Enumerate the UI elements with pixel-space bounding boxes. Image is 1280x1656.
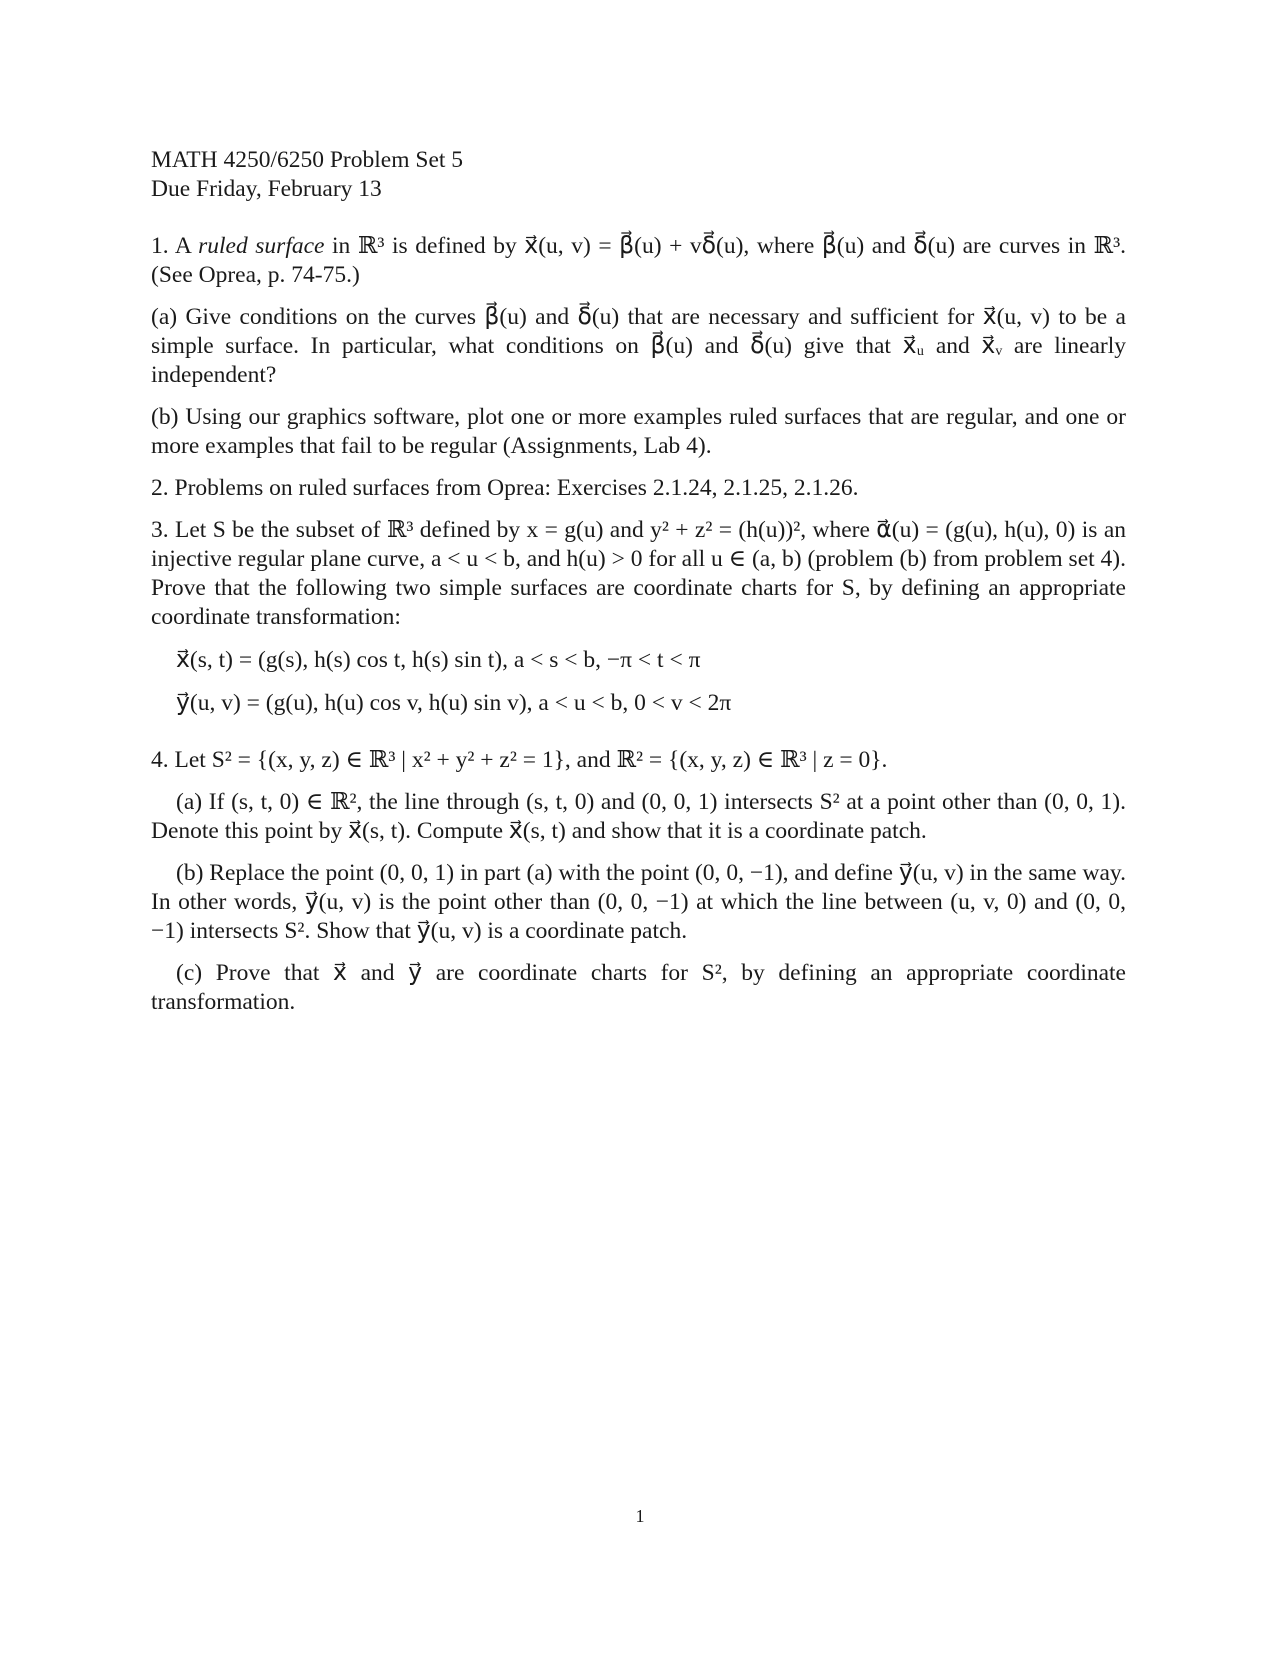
problem-1a: (a) Give conditions on the curves β⃗(u) and δ⃗(u) that are necessary and sufficient for x⃗(u, v) to be a simple surface. In particular, what conditions on β⃗(u) and δ⃗(u) give that x⃗ᵤ and x⃗ᵥ are linearly independent?: [151, 304, 1126, 388]
problem-3-equation-1: x⃗(s, t) = (g(s), h(s) cos t, h(s) sin t), a < s < b, −π < t < π: [176, 647, 701, 673]
ruled-surface-term: ruled surface: [198, 233, 325, 259]
problem-4c: (c) Prove that x⃗ and y⃗ are coordinate charts for S², by defining an appropriate coordinate transformation.: [151, 960, 1126, 1015]
problem-3: 3. Let S be the subset of ℝ³ defined by x = g(u) and y² + z² = (h(u))², where α⃗(u) = (g(u), h(u), 0) is an injective regular plane curve, a < u < b, and h(u) > 0 for all u ∈ (a, b) (problem (b) from problem set 4). Prove that the following two simple surfaces are coordinate charts for S, by defining an appropriate coordinate transformation:: [151, 517, 1126, 630]
page-number: 1: [635, 1506, 645, 1526]
problem-1-intro: [151, 232, 1126, 290]
problem-4-intro: 4. Let S² = {(x, y, z) ∈ ℝ³ | x² + y² + z² = 1}, and ℝ² = {(x, y, z) ∈ ℝ³ | z = 0}.: [151, 747, 888, 773]
document-title: MATH 4250/6250 Problem Set 5: [151, 147, 464, 173]
due-date: Due Friday, February 13: [151, 176, 382, 202]
problem-1-prefix: 1. A: [151, 233, 199, 259]
problem-4b: (b) Replace the point (0, 0, 1) in part (a) with the point (0, 0, −1), and define y⃗(u, v) in the same way. In other words, y⃗(u, v) is the point other than (0, 0, −1) at which the line between (u, v, 0) and (0, 0, −1) intersects S². Show that y⃗(u, v) is a coordinate patch.: [151, 860, 1126, 944]
problem-3-equation-2: y⃗(u, v) = (g(u), h(u) cos v, h(u) sin v), a < u < b, 0 < v < 2π: [176, 690, 732, 716]
problem-set-content: [151, 146, 1126, 1017]
problem-4a: (a) If (s, t, 0) ∈ ℝ², the line through (s, t, 0) and (0, 0, 1) intersects S² at a point other than (0, 0, 1). Denote this point by x⃗(s, t). Compute x⃗(s, t) and show that it is a coordinate patch.: [151, 789, 1126, 844]
problem-1-rest: in ℝ³ is defined by x⃗(u, v) = β⃗(u) + vδ⃗(u), where β⃗(u) and δ⃗(u) are curves in ℝ³. (See Oprea, p. 74-75.): [151, 233, 1126, 288]
problem-2: 2. Problems on ruled surfaces from Oprea: Exercises 2.1.24, 2.1.25, 2.1.26.: [151, 475, 859, 501]
problem-1b: (b) Using our graphics software, plot one or more examples ruled surfaces that are regular, and one or more examples that fail to be regular (Assignments, Lab 4).: [151, 404, 1126, 459]
